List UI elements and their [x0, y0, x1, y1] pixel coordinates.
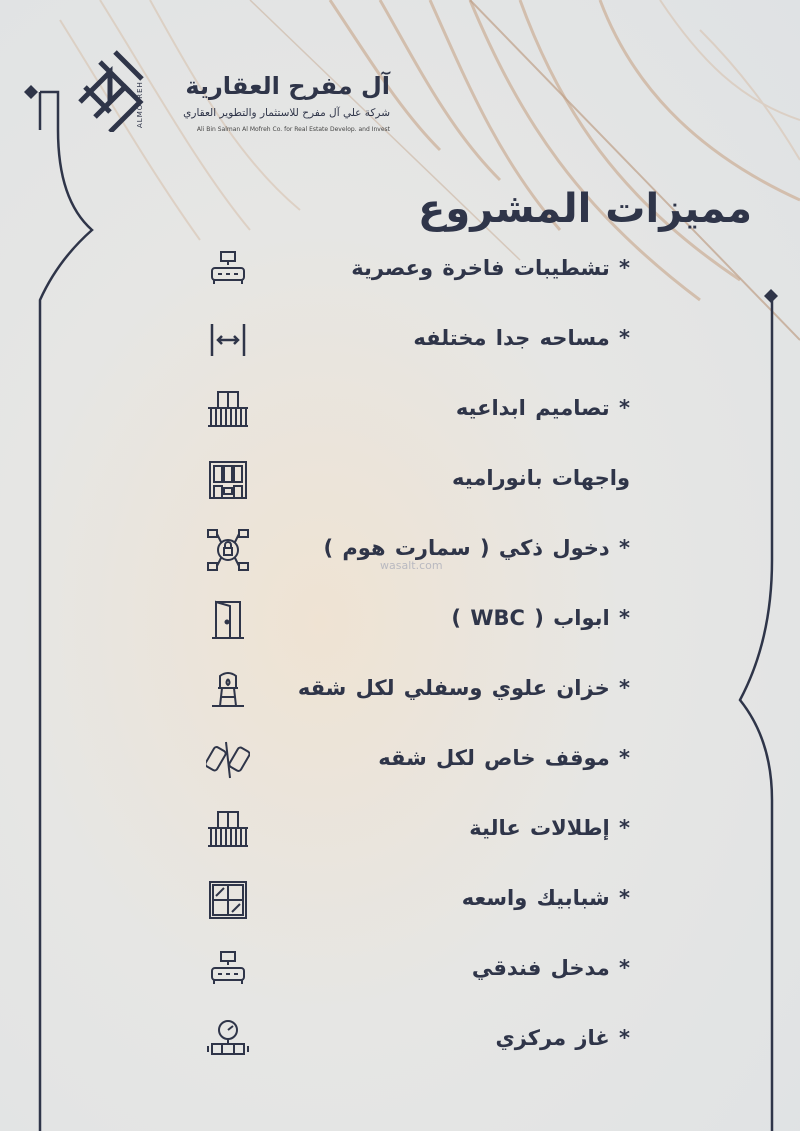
- balcony-icon: [206, 808, 250, 852]
- gas-meter-icon: [206, 1018, 250, 1062]
- balcony-icon: [206, 388, 250, 432]
- feature-text: * إطلالات عالية: [469, 816, 630, 840]
- logo-tagline: شركة علي آل مفرح للاستثمار والتطوير العقاري: [183, 107, 390, 119]
- feature-item: [200, 314, 630, 370]
- page-title: مميزات المشروع: [418, 186, 752, 232]
- feature-item: [200, 594, 630, 650]
- feature-item: [200, 454, 630, 510]
- door-icon: [206, 598, 250, 642]
- facade-icon: [206, 458, 250, 502]
- feature-item: [200, 664, 630, 720]
- feature-item: [200, 874, 630, 930]
- feature-item: [200, 804, 630, 860]
- water-tank-icon: [206, 668, 250, 712]
- feature-text: * ابواب ( WBC ): [451, 606, 630, 630]
- feature-text: * دخول ذكي ( سمارت هوم ): [323, 536, 630, 560]
- window-icon: [206, 878, 250, 922]
- feature-item: [200, 734, 630, 790]
- parking-icon: [206, 738, 250, 782]
- feature-text: * موقف خاص لكل شقه: [378, 746, 630, 770]
- living-room-icon: [206, 248, 250, 292]
- logo-latin-tagline: Ali Bin Salman Al Mofreh Co. for Real Estate Develop. and Invest: [196, 126, 390, 133]
- feature-item: [200, 384, 630, 440]
- feature-text: * غاز مركزي: [495, 1026, 630, 1050]
- feature-item: [200, 944, 630, 1000]
- smart-lock-icon: [206, 528, 250, 572]
- logo-vertical-label: ALMOFREH: [136, 81, 144, 128]
- living-room-icon: [206, 948, 250, 992]
- width-arrows-icon: [206, 318, 250, 362]
- feature-text: * مدخل فندقي: [471, 956, 630, 980]
- feature-text: * خزان علوي وسفلي لكل شقه: [297, 676, 630, 700]
- company-logo: [70, 42, 390, 142]
- feature-item: [200, 244, 630, 300]
- watermark: wasalt.com: [380, 559, 443, 572]
- feature-text: * مساحه جدا مختلفه: [413, 326, 630, 350]
- feature-text: * شبابيك واسعه: [461, 886, 630, 910]
- feature-text: * تشطيبات فاخرة وعصرية: [351, 256, 630, 280]
- logo-name: آل مفرح العقارية: [185, 72, 390, 100]
- feature-item: [200, 1014, 630, 1070]
- feature-text: * تصاميم ابداعيه: [455, 396, 630, 420]
- feature-text: واجهات بانوراميه: [452, 466, 630, 490]
